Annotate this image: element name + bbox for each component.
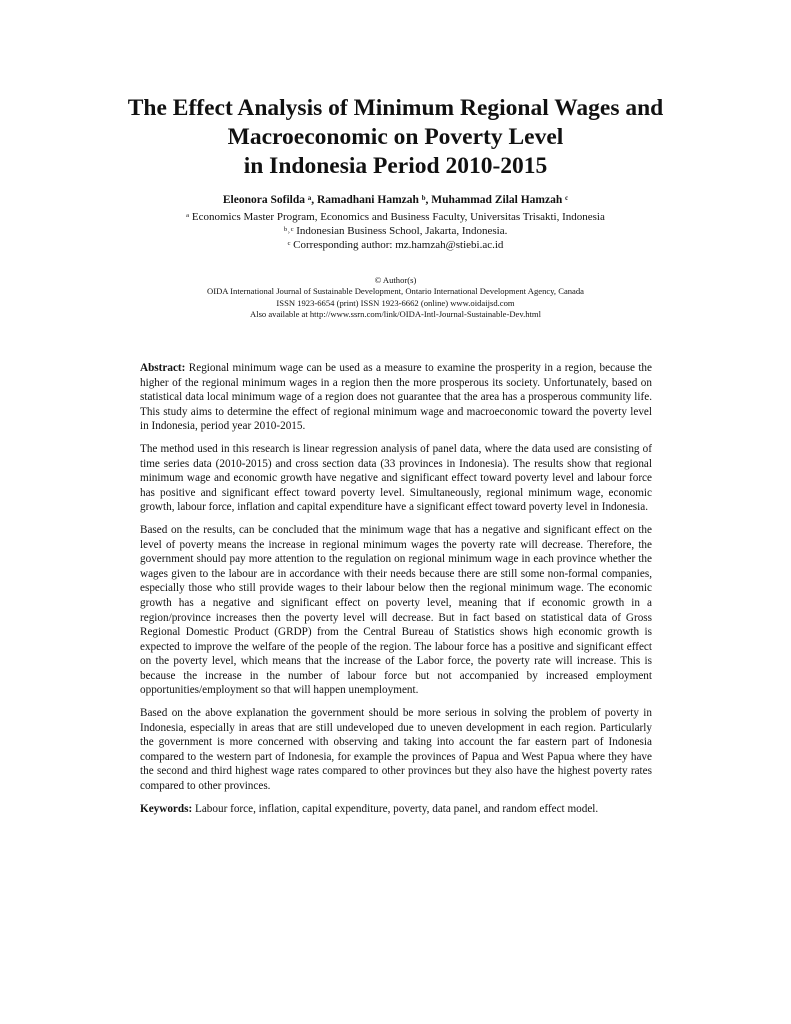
abstract-text-1: Regional minimum wage can be used as a measure to examine the prosperity in a region, because the higher of the regional minimum wages in a region then the more prosperous its society. Unfortunately, based on statistical data local minimum wage of a region does not guarantee that the area has a prosperous community life. This study aims to determine the effect of regional minimum wage and macroeconomic toward the poverty level in Indonesia, period year 2010-2015. <box>140 362 652 433</box>
journal-line: OIDA International Journal of Sustainable Development, Ontario International Development Agency, Canada <box>207 286 584 297</box>
corresponding-author: ᶜ Corresponding author: mz.hamzah@stiebi.ac.id <box>287 239 504 252</box>
affiliation-a: ᵃ Economics Master Program, Economics and Business Faculty, Universitas Trisakti, Indonesia <box>186 211 605 223</box>
keywords-text: Labour force, inflation, capital expenditure, poverty, data panel, and random effect model. <box>195 802 599 815</box>
affiliations <box>100 210 691 253</box>
paper-title <box>100 94 691 181</box>
title-line-2: Macroeconomic on Poverty Level <box>227 124 564 150</box>
keywords-label: Keywords: <box>140 802 193 815</box>
abstract-paragraph-1 <box>140 361 652 434</box>
copyright-line: © Author(s) <box>374 275 417 285</box>
author-list: Eleonora Sofilda ᵃ, Ramadhani Hamzah ᵇ, Muhammad Zilal Hamzah ᶜ <box>222 194 569 206</box>
abstract-paragraph-3: Based on the results, can be concluded that the minimum wage that has a negative and significant effect on the level of poverty means the increase in regional minimum wages the poverty rate will decrease. Therefore, the government should pay more attention to the regulation on regional minimum wage in each province whether the wages given to the labour are in accordance with their needs because there are still some non-formal companies, especially those who still provide wages to their labour below then the regional minimum wage. The economic growth has a negative and significant effect on poverty level, meaning that if economic growth in a region/province increases then the poverty level will decrease. But in fact based on statistical data of Gross Regional Domestic Product (GRDP) from the Central Bureau of Statistics shows high economic growth is expected to improve the welfare of the people of the region. The labour force has a positive and significant effect on the poverty level, which means that the increase of the Labor force, the poverty rate will increase. This is because the increase in the number of labour force but not accompanied by increased employment opportunities/employment so that will happen unemployment. <box>140 523 652 697</box>
abstract-paragraph-2: The method used in this research is linear regression analysis of panel data, where the data used are consisting of time series data (2010-2015) and cross section data (33 provinces in Indonesia). The results show that regional minimum wage and economic growth have negative and significant effect toward poverty level and labour force has positive and significant effect toward poverty level. Simultaneously, regional minimum wage, economic growth, labour force, inflation and capital expenditure have a significant effect toward poverty level in Indonesia. <box>140 442 652 514</box>
publication-info <box>100 275 691 321</box>
abstract-paragraph-4: Based on the above explanation the government should be more serious in solving the problem of poverty in Indonesia, especially in areas that are still undeveloped due to uneven development in each region. Particularly the government is more concerned with observing and taking into account the far eastern part of Indonesia compared to the western part of Indonesia, for example the provinces of Papua and West Papua where they have the second and third highest wage rates compared to other provinces but they also have the highest poverty rates compared to other provinces. <box>140 707 652 793</box>
title-line-3: in Indonesia Period 2010-2015 <box>243 153 548 179</box>
affiliation-b: ᵇ˒ᶜ Indonesian Business School, Jakarta, Indonesia. <box>283 225 508 238</box>
keywords-paragraph <box>140 802 652 817</box>
abstract-section <box>140 361 652 824</box>
title-line-1: The Effect Analysis of Minimum Regional Wages and <box>127 95 664 121</box>
abstract-label: Abstract: <box>140 362 186 374</box>
ssrn-line: Also available at http://www.ssrn.com/link/OIDA-Intl-Journal-Sustainable-Dev.html <box>249 309 542 320</box>
issn-line: ISSN 1923-6654 (print) ISSN 1923-6662 (online) www.oidaijsd.com <box>276 297 515 308</box>
